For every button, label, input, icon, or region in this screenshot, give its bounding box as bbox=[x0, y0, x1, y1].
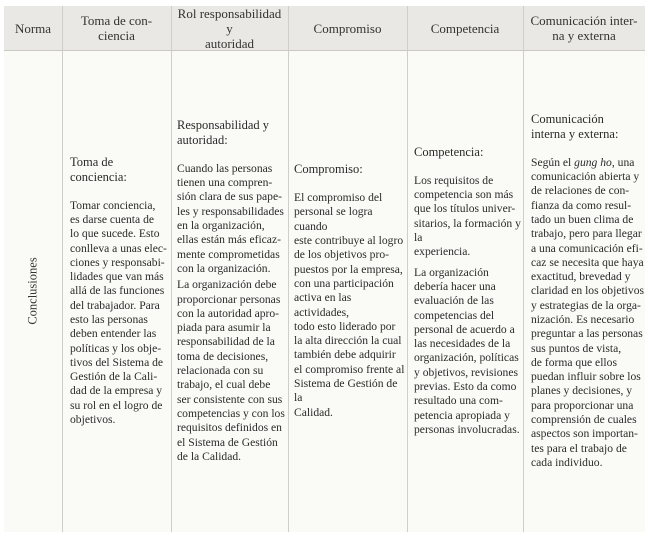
text-line: esto las personas bbox=[70, 313, 148, 326]
cell-compromiso bbox=[294, 50, 407, 532]
cell-body bbox=[294, 191, 407, 420]
text-line: para proporcionar una bbox=[531, 398, 634, 412]
text-line: debería hacer una bbox=[414, 279, 496, 293]
text-line: las necesidades de la bbox=[414, 337, 511, 351]
cell-toma-de-conciencia bbox=[70, 50, 170, 532]
text-line: toma de decisiones, bbox=[177, 349, 269, 363]
text-line: y estrategias de la orga- bbox=[531, 298, 641, 312]
text-line: ellas están más eficaz- bbox=[177, 233, 281, 247]
table-header-row bbox=[4, 6, 645, 51]
text-line: la alta dirección la cual bbox=[294, 334, 402, 348]
text-line: piada para asumir la bbox=[177, 321, 271, 335]
text-line: mente comprometidas bbox=[177, 247, 280, 261]
text-line: trabajo, el cual debe bbox=[177, 378, 271, 392]
text-line: activa en las actividades, bbox=[294, 291, 352, 319]
header-rol-responsabilidad: Rol responsabilidad y autoridad bbox=[177, 5, 282, 51]
text-line: La organización bbox=[414, 265, 489, 279]
text-line: fianza da como resul- bbox=[531, 198, 632, 212]
header-competencia: Competencia bbox=[430, 20, 500, 36]
text-line: con una participación bbox=[294, 276, 394, 290]
text-line: en la organización, bbox=[177, 219, 265, 233]
text-line: puedan influir sobre los bbox=[531, 370, 641, 384]
text-line: comunicación abierta y bbox=[531, 170, 640, 184]
text-line: resultado una com- bbox=[414, 394, 503, 408]
text-line: con la autoridad apro- bbox=[177, 306, 280, 320]
text-line: tivos del Sistema de bbox=[70, 355, 164, 369]
text-line: que los títulos univer- bbox=[414, 202, 516, 216]
text-line: puestos por la empresa, bbox=[294, 262, 403, 276]
text-line: todo esto liderado por bbox=[294, 319, 396, 333]
text-line: Los requisitos de bbox=[414, 173, 494, 187]
text-line: evaluación de las bbox=[414, 294, 494, 308]
cell-body-paragraph bbox=[177, 278, 289, 464]
text-line: Cuando las personas bbox=[177, 161, 273, 175]
text-line: ser consistente con sus bbox=[177, 392, 283, 406]
cell-responsabilidad-autoridad bbox=[177, 50, 289, 532]
text-line: Tomar conciencia, bbox=[70, 198, 156, 212]
cell-body bbox=[70, 199, 170, 428]
header-norma: Norma bbox=[14, 20, 52, 36]
text-line: tes para el trabajo de bbox=[531, 441, 627, 455]
text-line: tienen una compren- bbox=[177, 176, 273, 190]
text-line: personal se logra cuando bbox=[294, 205, 373, 233]
column-divider bbox=[62, 6, 63, 532]
cell-body-paragraph bbox=[177, 162, 289, 276]
cell-comunicacion bbox=[531, 50, 645, 532]
text-line: Gestión de la Cali- bbox=[70, 370, 158, 384]
text-line: proporcionar personas bbox=[177, 292, 281, 306]
header-comunicacion: Comunicación inter- na y externa bbox=[530, 13, 638, 43]
column-divider bbox=[407, 6, 408, 532]
conclusions-table bbox=[4, 6, 645, 532]
text-line: sus puntos de vista, bbox=[531, 341, 622, 355]
text-line: lo que sucede. Esto bbox=[70, 227, 160, 241]
cell-body-paragraph bbox=[414, 266, 524, 438]
text-line: de los objetivos pro- bbox=[294, 248, 389, 262]
text-line: cada individuo. bbox=[531, 455, 603, 469]
text-line: competencias del bbox=[414, 308, 495, 322]
text-line: La organización debe bbox=[177, 278, 277, 292]
text-line: nización. Es necesario bbox=[531, 313, 635, 326]
text-line: sitarios, la formación y la bbox=[414, 216, 521, 245]
text-line: políticas y los obje- bbox=[70, 341, 162, 355]
text-line: dad de la empresa y bbox=[70, 384, 163, 398]
text-line: preguntar a las personas bbox=[531, 327, 643, 341]
text-line: el Sistema de Gestión bbox=[177, 435, 278, 449]
text-line: conlleva a unas elec- bbox=[70, 241, 167, 255]
text-line: su rol en el logro de bbox=[70, 398, 163, 412]
cell-title: Competencia: bbox=[414, 144, 484, 159]
header-compromiso: Compromiso bbox=[313, 20, 382, 36]
text-line: planes y decisiones, y bbox=[531, 384, 633, 398]
row-label-conclusiones: Conclusiones bbox=[25, 257, 40, 325]
text-line: relacionada con su bbox=[177, 364, 264, 378]
text-line: claridad en los objetivos bbox=[531, 284, 645, 298]
text-line: organización, políticas bbox=[414, 351, 519, 365]
text-line: de forma que ellos bbox=[531, 355, 617, 369]
cell-title: Compromiso: bbox=[294, 162, 363, 177]
text-line: exactitud, brevedad y bbox=[531, 270, 631, 284]
text-line: competencias y con los bbox=[177, 406, 285, 420]
text-line: de relaciones de con- bbox=[531, 184, 630, 198]
text-line: sión clara de sus pape- bbox=[177, 190, 282, 204]
text-line: de la Calidad. bbox=[177, 449, 242, 463]
column-divider bbox=[171, 6, 172, 532]
text-line: previas. Esto da como bbox=[414, 379, 517, 393]
text-line: aspectos son importan- bbox=[531, 427, 638, 441]
text-line: competencia son más bbox=[414, 188, 514, 202]
text-line: objetivos. bbox=[70, 413, 116, 427]
text-line: Calidad. bbox=[294, 405, 333, 419]
cell-body: Según el gung ho, una comunicación abierta y de relaciones de con- fianza da como resul- tado un buen clima de trabajo, pero para llegar a una comunicación efi- caz se necesita que haya exactitud, brevedad y claridad en los objetivos y estrategias de la orga- nización. Es necesario preguntar a las personas sus puntos de vista, de forma que ellos puedan influir sobre los planes y decisiones, y para proporcionar una comprensión de cuales aspectos son importan- tes para el trabajo de cada individuo. bbox=[531, 155, 645, 469]
text-line: El compromiso del bbox=[294, 191, 383, 205]
text-line: este contribuye al logro bbox=[294, 234, 404, 248]
text-line: deben entender las bbox=[70, 327, 157, 341]
text-line: experiencia. bbox=[414, 245, 471, 259]
text-line: personas involucradas. bbox=[414, 422, 520, 436]
text-line: caz se necesita que haya bbox=[531, 255, 644, 269]
text-line: el compromiso frente al bbox=[294, 362, 405, 376]
cell-title: Toma de conciencia: bbox=[70, 154, 127, 184]
text-line: a una comunicación efi- bbox=[531, 241, 643, 255]
text-line: y objetivos, revisiones bbox=[414, 365, 519, 379]
text-line: es darse cuenta de bbox=[70, 212, 155, 226]
text-line: petencia apropiada y bbox=[414, 408, 510, 422]
cell-competencia bbox=[414, 50, 524, 532]
text-line: lidades que van más bbox=[70, 270, 164, 284]
text-line: comprensión de cuales bbox=[531, 413, 637, 427]
text-line: ciones y responsabi- bbox=[70, 255, 165, 269]
text-line: personal de acuerdo a bbox=[414, 322, 515, 336]
text-line: también debe adquirir bbox=[294, 348, 396, 362]
text-line: con la organización. bbox=[177, 261, 271, 275]
cell-title: Comunicación interna y externa: bbox=[531, 111, 619, 141]
cell-title: Responsabilidad y autoridad: bbox=[177, 117, 270, 147]
header-toma-de-conciencia: Toma de con- ciencia bbox=[80, 13, 153, 43]
text-line: trabajo, pero para llegar bbox=[531, 227, 642, 241]
text-line: tado un buen clima de bbox=[531, 212, 634, 226]
text-line: les y responsabilidades bbox=[177, 204, 284, 218]
text-line: allá de las funciones bbox=[70, 284, 165, 298]
text-line: del trabajador. Para bbox=[70, 298, 160, 312]
text-line: responsabilidad de la bbox=[177, 335, 275, 349]
text-line: Sistema de Gestión de la bbox=[294, 376, 398, 405]
cell-body-paragraph bbox=[414, 174, 524, 260]
text-line: requisitos definidos en bbox=[177, 421, 282, 435]
